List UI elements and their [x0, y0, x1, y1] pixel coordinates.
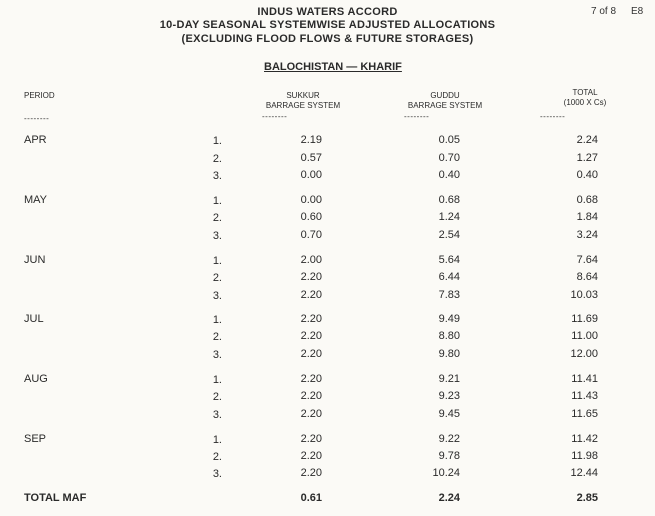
decade-label: 3.: [212, 170, 222, 182]
decade-label: 2.: [212, 212, 222, 224]
total-value: 11.42: [571, 433, 598, 445]
decade-label: 1.: [212, 374, 222, 386]
guddu-value: 9.49: [438, 313, 460, 325]
guddu-value: 9.21: [438, 373, 460, 385]
decade-label: 2.: [212, 153, 222, 165]
column-header-sukkur: [248, 91, 358, 111]
decade-label: 3.: [212, 349, 222, 361]
decade-label: 2.: [212, 272, 222, 284]
sukkur-value: 2.20: [300, 467, 322, 479]
page-number: 7 of 8: [591, 6, 617, 17]
month-label: APR: [24, 134, 47, 146]
document-title-line2: 10-DAY SEASONAL SYSTEMWISE ADJUSTED ALLOCATIONS: [159, 19, 496, 31]
guddu-underline: --------: [404, 112, 430, 121]
sukkur-value: 2.20: [300, 390, 322, 402]
sukkur-value: 2.20: [300, 450, 322, 462]
total-value: 0.68: [576, 194, 598, 206]
decade-label: 3.: [212, 468, 222, 480]
column-header-sukkur-line2: BARRAGE SYSTEM: [265, 101, 341, 110]
total-value: 2.24: [576, 134, 598, 146]
decade-label: 2.: [212, 391, 222, 403]
sukkur-value: 2.20: [300, 313, 322, 325]
total-value: 10.03: [570, 289, 598, 301]
decade-label: 3.: [212, 230, 222, 242]
column-header-guddu: [390, 91, 500, 111]
column-header-total: [530, 88, 640, 108]
guddu-value: 0.70: [438, 152, 460, 164]
column-header-guddu-line2: BARRAGE SYSTEM: [407, 101, 483, 110]
decade-label: 1.: [212, 195, 222, 207]
sukkur-value: 2.20: [300, 433, 322, 445]
decade-label: 1.: [212, 434, 222, 446]
sukkur-value: 2.20: [300, 373, 322, 385]
section-subtitle: BALOCHISTAN — KHARIF: [264, 61, 402, 73]
guddu-value: 1.24: [438, 211, 460, 223]
total-value: 7.64: [576, 254, 598, 266]
period-underline: --------: [24, 114, 50, 123]
guddu-value: 10.24: [432, 467, 460, 479]
total-value: 8.64: [576, 271, 598, 283]
total-underline: --------: [540, 112, 566, 121]
guddu-value: 9.78: [438, 450, 460, 462]
sukkur-underline: --------: [262, 112, 288, 121]
sukkur-value: 0.70: [300, 229, 322, 241]
guddu-value: 2.54: [438, 229, 460, 241]
month-label: JUN: [24, 254, 46, 266]
guddu-value: 6.44: [438, 271, 460, 283]
sukkur-value: 2.19: [300, 134, 322, 146]
total-value: 11.43: [571, 390, 598, 402]
column-header-total-line2: (1000 X Cs): [563, 98, 607, 107]
sukkur-value: 0.00: [300, 169, 322, 181]
month-label: MAY: [24, 194, 48, 206]
page-code: E8: [631, 6, 644, 17]
total-total-value: 2.85: [576, 492, 598, 504]
guddu-value: 7.83: [438, 289, 460, 301]
total-value: 11.41: [571, 373, 598, 385]
total-value: 11.98: [571, 450, 598, 462]
column-header-sukkur-line1: SUKKUR: [286, 91, 320, 100]
total-sukkur-value: 0.61: [300, 492, 322, 504]
guddu-value: 9.23: [438, 390, 460, 402]
sukkur-value: 0.57: [300, 152, 322, 164]
document-title-line3: (EXCLUDING FLOOD FLOWS & FUTURE STORAGES): [181, 33, 474, 45]
sukkur-value: 2.00: [300, 254, 322, 266]
document-title: INDUS WATERS ACCORD: [257, 6, 398, 18]
total-value: 12.44: [570, 467, 598, 479]
decade-label: 1.: [212, 135, 222, 147]
total-maf-label: TOTAL MAF: [24, 492, 87, 504]
total-value: 11.65: [571, 408, 598, 420]
decade-label: 1.: [212, 255, 222, 267]
sukkur-value: 2.20: [300, 330, 322, 342]
sukkur-value: 2.20: [300, 289, 322, 301]
guddu-value: 5.64: [438, 254, 460, 266]
total-value: 0.40: [576, 169, 598, 181]
column-header-guddu-line1: GUDDU: [430, 91, 460, 100]
sukkur-value: 2.20: [300, 408, 322, 420]
column-header-period: PERIOD: [24, 91, 55, 100]
guddu-value: 0.05: [438, 134, 460, 146]
guddu-value: 9.80: [438, 348, 460, 360]
sukkur-value: 0.60: [300, 211, 322, 223]
guddu-value: 8.80: [438, 330, 460, 342]
total-value: 3.24: [576, 229, 598, 241]
total-value: 1.84: [576, 211, 598, 223]
total-value: 12.00: [570, 348, 598, 360]
sukkur-value: 2.20: [300, 348, 322, 360]
guddu-value: 9.45: [438, 408, 460, 420]
total-value: 11.00: [571, 330, 598, 342]
guddu-value: 0.40: [438, 169, 460, 181]
column-header-total-line1: TOTAL: [572, 88, 598, 97]
month-label: JUL: [24, 313, 44, 325]
decade-label: 2.: [212, 451, 222, 463]
total-value: 11.69: [571, 313, 598, 325]
sukkur-value: 0.00: [300, 194, 322, 206]
total-guddu-value: 2.24: [438, 492, 460, 504]
month-label: SEP: [24, 433, 47, 445]
decade-label: 3.: [212, 409, 222, 421]
decade-label: 2.: [212, 331, 222, 343]
guddu-value: 0.68: [438, 194, 460, 206]
decade-label: 1.: [212, 314, 222, 326]
month-label: AUG: [24, 373, 48, 385]
sukkur-value: 2.20: [300, 271, 322, 283]
total-value: 1.27: [576, 152, 598, 164]
decade-label: 3.: [212, 290, 222, 302]
guddu-value: 9.22: [438, 433, 460, 445]
